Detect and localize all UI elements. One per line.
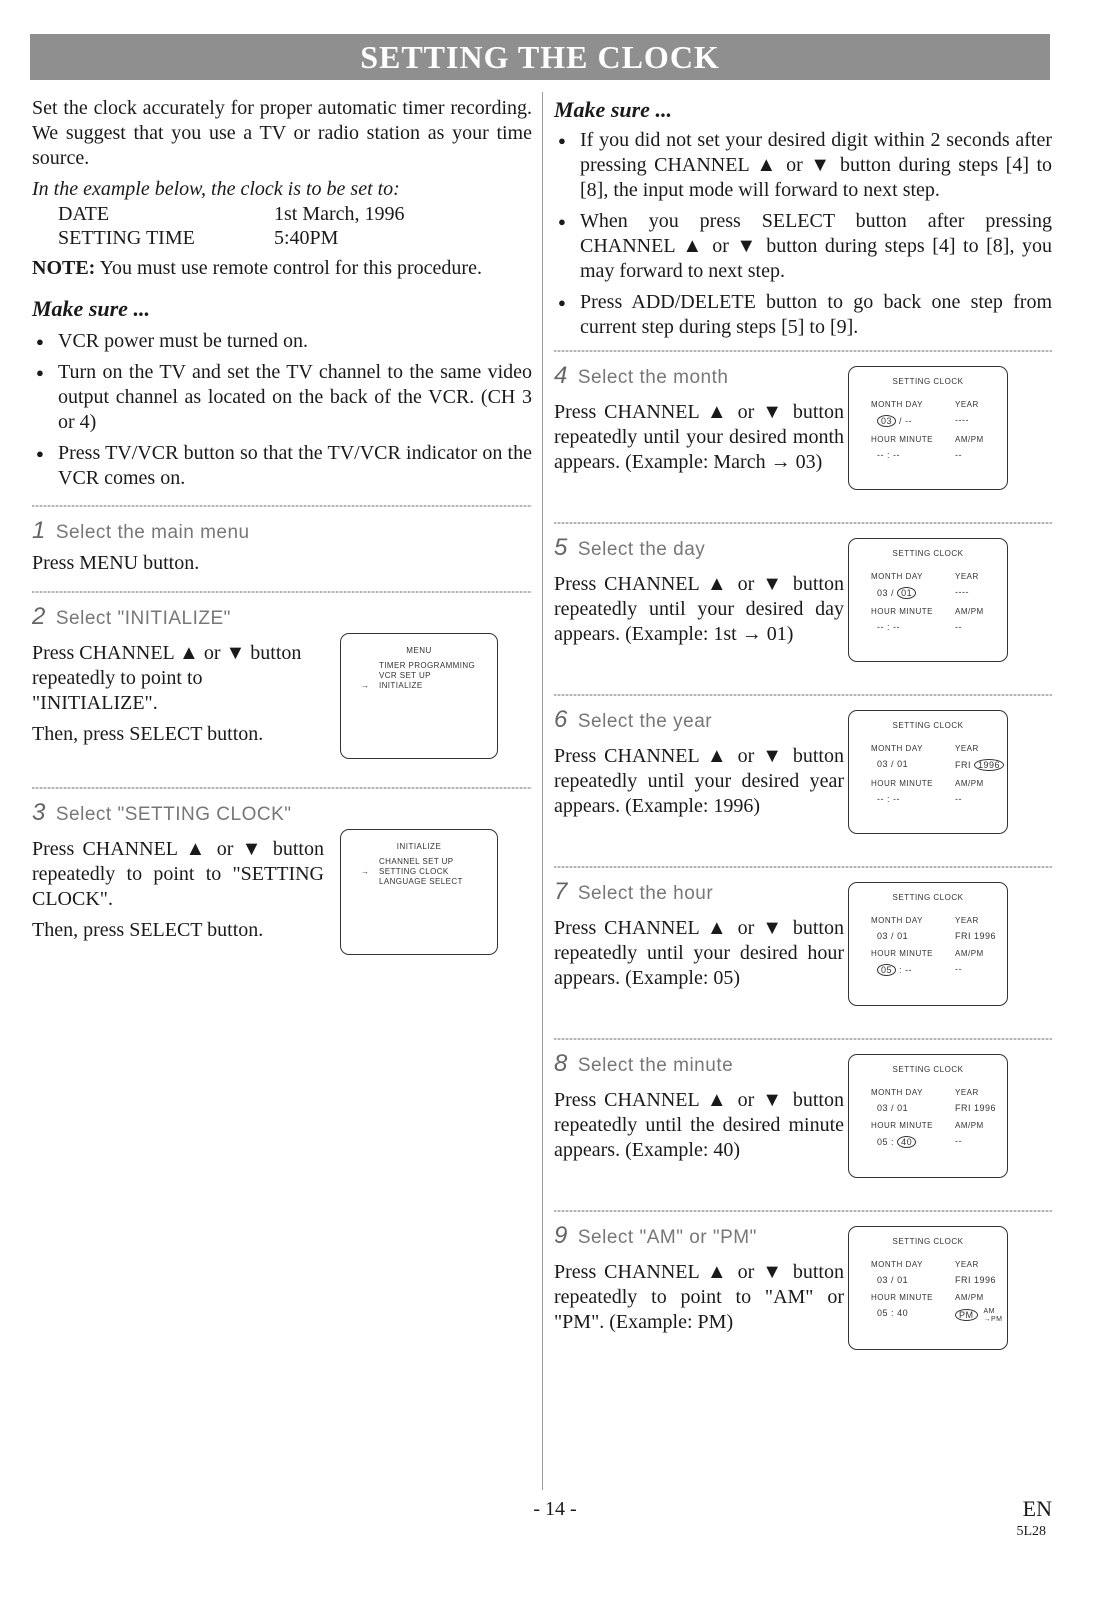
ampm-label: AM/PM	[955, 1121, 984, 1130]
year-label: YEAR	[955, 400, 979, 409]
screen-label-row	[871, 400, 1007, 409]
step-heading: Select the day	[577, 539, 706, 560]
step-6	[554, 706, 1052, 856]
cursor-arrow-icon: →	[361, 867, 370, 876]
menu-item: CHANNEL SET UP	[379, 857, 454, 866]
setting-clock-screen	[848, 710, 1008, 834]
intro-text: Set the clock accurately for proper automatic timer recording. We suggest that you use a TV or radio station as your time source.	[32, 97, 532, 169]
hour-value: 05	[877, 1137, 889, 1147]
weekday-value: FRI	[955, 931, 971, 941]
month-value: 03	[877, 415, 896, 427]
minute-value: 40	[897, 1136, 916, 1148]
month-day-label: MONTH DAY	[871, 916, 923, 925]
date-row	[32, 202, 532, 226]
step-2	[32, 603, 532, 763]
screen-time-row	[877, 964, 1007, 976]
note	[32, 256, 532, 281]
month-value: 03	[877, 759, 889, 769]
hour-value: --	[877, 450, 884, 460]
hour-value: 05	[877, 1308, 889, 1318]
minute-value: --	[905, 965, 913, 975]
date-value: 1st March, 1996	[274, 203, 405, 225]
setting-clock-screen	[848, 882, 1008, 1006]
month-day-label: MONTH DAY	[871, 744, 923, 753]
list-item: ● Press ADD/DELETE button to go back one step from current step during steps [5] to [9].	[554, 290, 1052, 340]
step-9	[554, 1222, 1052, 1372]
menu-list	[361, 857, 497, 887]
make-sure-heading: Make sure ...	[554, 97, 672, 122]
ampm-value: --	[955, 794, 962, 804]
ampm-label: AM/PM	[955, 1293, 984, 1302]
step-number: 4	[554, 362, 568, 389]
step-text: Press CHANNEL ▲ or ▼ button repeatedly until the desired minute appears. (Example: 40)	[554, 1089, 844, 1161]
screen-label-row	[871, 916, 1007, 925]
step-text: Press CHANNEL ▲ or ▼ button repeatedly until your desired month appears. (Example: March → 03)	[554, 401, 844, 473]
hour-minute-label: HOUR MINUTE	[871, 779, 933, 788]
setting-clock-screen	[848, 1226, 1008, 1350]
screen-date-row	[877, 931, 1007, 941]
step-text: Press CHANNEL ▲ or ▼ button repeatedly to point to "AM" or "PM". (Example: PM)	[554, 1261, 844, 1333]
screen-date-row	[877, 415, 1007, 427]
date-separator: /	[891, 759, 895, 769]
year-value: 1996	[974, 759, 1004, 771]
step-number: 3	[32, 799, 46, 826]
step-8	[554, 1050, 1052, 1200]
step-text: Press CHANNEL ▲ or ▼ button repeatedly until your desired hour appears. (Example: 05)	[554, 917, 844, 989]
menu-item: TIMER PROGRAMMING	[379, 661, 476, 670]
step-heading: Select the minute	[577, 1055, 734, 1076]
month-value: 03	[877, 1275, 889, 1285]
screen-label-row-2	[871, 607, 1007, 616]
month-day-label: MONTH DAY	[871, 1260, 923, 1269]
note-label: NOTE:	[32, 257, 96, 279]
time-separator: :	[887, 794, 891, 804]
screen-label-row	[871, 572, 1007, 581]
right-bullet-list	[554, 128, 1052, 340]
menu-item-selected	[361, 681, 497, 691]
time-separator: :	[891, 1308, 895, 1318]
step-number: 5	[554, 534, 568, 561]
step-3	[32, 799, 532, 959]
menu-list	[361, 661, 497, 691]
day-value: 01	[897, 1103, 909, 1113]
separator	[554, 350, 1052, 352]
weekday-value: FRI	[955, 1275, 971, 1285]
clock-steps	[554, 350, 1052, 1372]
date-separator: /	[899, 416, 903, 426]
initialize-screen	[340, 829, 498, 955]
screen-header: SETTING CLOCK	[892, 721, 964, 730]
month-value: 03	[877, 931, 889, 941]
hour-minute-label: HOUR MINUTE	[871, 949, 933, 958]
screen-header: SETTING CLOCK	[892, 893, 964, 902]
time-label: SETTING TIME	[58, 227, 195, 249]
month-value: 03	[877, 588, 889, 598]
screen-label-row-2	[871, 1121, 1007, 1130]
hour-minute-label: HOUR MINUTE	[871, 435, 933, 444]
menu-screen	[340, 633, 498, 759]
step-1	[32, 517, 532, 577]
menu-item: LANGUAGE SELECT	[379, 877, 463, 886]
list-item: ● Turn on the TV and set the TV channel to the same video output channel as located on the back of the VCR. (CH 3 or 4)	[32, 360, 532, 435]
date-label: DATE	[58, 203, 110, 225]
time-row	[32, 226, 532, 250]
step-title	[32, 799, 532, 827]
screen-date-row	[877, 587, 1007, 599]
year-label: YEAR	[955, 916, 979, 925]
step-text: Press CHANNEL ▲ or ▼ button repeatedly to point to "INITIALIZE".	[32, 642, 302, 714]
ampm-label: AM/PM	[955, 949, 984, 958]
menu-item-label: SETTING CLOCK	[379, 867, 449, 876]
separator	[32, 591, 532, 593]
separator	[32, 505, 532, 507]
day-value: 01	[897, 931, 909, 941]
screen-label-row-2	[871, 435, 1007, 444]
pm-option: →PM	[983, 1316, 1003, 1323]
date-separator: /	[891, 1103, 895, 1113]
screen-label-row-2	[871, 1293, 1007, 1302]
ampm-value: --	[955, 1136, 962, 1146]
screen-label-row-2	[871, 779, 1007, 788]
example-lead: In the example below, the clock is to be set to:	[32, 178, 400, 200]
screen-date-row	[877, 759, 1007, 771]
hour-minute-label: HOUR MINUTE	[871, 1293, 933, 1302]
screen-header: SETTING CLOCK	[892, 1237, 964, 1246]
setting-clock-screen	[848, 1054, 1008, 1178]
hour-minute-label: HOUR MINUTE	[871, 607, 933, 616]
separator	[554, 1038, 1052, 1040]
hour-minute-label: HOUR MINUTE	[871, 1121, 933, 1130]
month-day-label: MONTH DAY	[871, 572, 923, 581]
hour-value: 05	[877, 964, 896, 976]
step-4	[554, 362, 1052, 512]
year-value: 1996	[974, 1275, 997, 1285]
screen-time-row	[877, 1308, 1007, 1324]
date-separator: /	[891, 588, 895, 598]
year-label: YEAR	[955, 1088, 979, 1097]
step-text: Press CHANNEL ▲ or ▼ button repeatedly until your desired day appears. (Example: 1st → 01)	[554, 573, 844, 645]
ampm-label: AM/PM	[955, 779, 984, 788]
month-day-label: MONTH DAY	[871, 400, 923, 409]
make-sure-heading: Make sure ...	[32, 296, 150, 321]
step-7	[554, 878, 1052, 1028]
year-value: 1996	[974, 931, 997, 941]
day-value: --	[905, 416, 913, 426]
step-text-2: Then, press SELECT button.	[32, 723, 264, 745]
time-separator: :	[891, 1137, 895, 1147]
title-banner	[30, 34, 1050, 80]
ampm-value: PM	[955, 1309, 978, 1321]
time-separator: :	[899, 965, 903, 975]
step-number: 8	[554, 1050, 568, 1077]
left-bullet-list	[32, 329, 532, 491]
page-number: - 14 -	[533, 1498, 577, 1520]
separator	[32, 787, 532, 789]
left-column	[32, 96, 532, 959]
year-value: ----	[955, 415, 969, 425]
setting-clock-screen	[848, 538, 1008, 662]
screen-label-row	[871, 744, 1007, 753]
ampm-label: AM/PM	[955, 435, 984, 444]
ampm-value: --	[955, 964, 962, 974]
screen-header: SETTING CLOCK	[892, 377, 964, 386]
time-separator: :	[887, 450, 891, 460]
day-value: 01	[897, 587, 916, 599]
minute-value: --	[893, 450, 901, 460]
screen-label-row	[871, 1088, 1007, 1097]
date-separator: /	[891, 931, 895, 941]
year-label: YEAR	[955, 1260, 979, 1269]
ampm-value: --	[955, 450, 962, 460]
weekday-value: FRI	[955, 760, 971, 770]
step-text: Press CHANNEL ▲ or ▼ button repeatedly to point to "SETTING CLOCK".	[32, 838, 324, 910]
step-number: 7	[554, 878, 568, 905]
setting-clock-screen	[848, 366, 1008, 490]
separator	[554, 694, 1052, 696]
screen-date-row	[877, 1275, 1007, 1285]
note-text: You must use remote control for this procedure.	[99, 257, 482, 279]
ampm-value: --	[955, 622, 962, 632]
minute-value: --	[893, 622, 901, 632]
month-value: 03	[877, 1103, 889, 1113]
screen-time-row	[877, 794, 1007, 804]
column-divider	[542, 92, 543, 1490]
hour-value: --	[877, 622, 884, 632]
step-number: 2	[32, 603, 46, 630]
screen-label-row	[871, 1260, 1007, 1269]
list-item: ● When you press SELECT button after pressing CHANNEL ▲ or ▼ button during steps [4] to [8], you may forward to next step.	[554, 209, 1052, 284]
screen-header: MENU	[406, 646, 432, 655]
screen-header: SETTING CLOCK	[892, 1065, 964, 1074]
time-separator: :	[887, 622, 891, 632]
screen-header: SETTING CLOCK	[892, 549, 964, 558]
screen-header: INITIALIZE	[396, 842, 442, 851]
separator	[554, 1210, 1052, 1212]
menu-item-label: INITIALIZE	[379, 681, 423, 690]
step-heading: Select the main menu	[55, 522, 250, 543]
step-number: 1	[32, 517, 46, 544]
separator	[554, 522, 1052, 524]
step-heading: Select the hour	[577, 883, 714, 904]
menu-item-selected	[361, 867, 497, 877]
step-heading: Select the month	[577, 367, 729, 388]
right-column	[554, 96, 1052, 1372]
year-label: YEAR	[955, 744, 979, 753]
hour-value: --	[877, 794, 884, 804]
screen-label-row-2	[871, 949, 1007, 958]
step-5	[554, 534, 1052, 684]
minute-value: 40	[897, 1308, 909, 1318]
screen-time-row	[877, 622, 1007, 632]
language-code: EN	[1022, 1496, 1052, 1521]
year-value: 1996	[974, 1103, 997, 1113]
time-value: 5:40PM	[274, 227, 339, 249]
step-heading: Select "INITIALIZE"	[55, 608, 231, 629]
step-title	[32, 603, 532, 631]
day-value: 01	[897, 759, 909, 769]
year-value: ----	[955, 587, 969, 597]
weekday-value: FRI	[955, 1103, 971, 1113]
list-item: ● If you did not set your desired digit within 2 seconds after pressing CHANNEL ▲ or ▼ button during steps [4] to [8], the input mode will forward to next step.	[554, 128, 1052, 203]
date-separator: /	[891, 1275, 895, 1285]
step-number: 6	[554, 706, 568, 733]
screen-date-row	[877, 1103, 1007, 1113]
minute-value: --	[893, 794, 901, 804]
screen-time-row	[877, 450, 1007, 460]
am-option: AM	[983, 1308, 996, 1315]
list-item: ● Press TV/VCR button so that the TV/VCR indicator on the VCR comes on.	[32, 441, 532, 491]
step-text: Press MENU button.	[32, 552, 200, 574]
step-heading: Select "SETTING CLOCK"	[55, 804, 292, 825]
document-code: 5L28	[1016, 1524, 1046, 1539]
ampm-label: AM/PM	[955, 607, 984, 616]
step-number: 9	[554, 1222, 568, 1249]
separator	[554, 866, 1052, 868]
step-title	[32, 517, 532, 545]
month-day-label: MONTH DAY	[871, 1088, 923, 1097]
cursor-arrow-icon: →	[361, 681, 370, 690]
step-heading: Select the year	[577, 711, 713, 732]
step-heading: Select "AM" or "PM"	[577, 1227, 757, 1248]
step-text: Press CHANNEL ▲ or ▼ button repeatedly until your desired year appears. (Example: 1996)	[554, 745, 844, 817]
list-item: ● VCR power must be turned on.	[32, 329, 532, 354]
step-text-2: Then, press SELECT button.	[32, 919, 264, 941]
year-label: YEAR	[955, 572, 979, 581]
page-title: SETTING THE CLOCK	[360, 38, 720, 75]
menu-item: VCR SET UP	[379, 671, 431, 680]
screen-time-row	[877, 1136, 1007, 1148]
day-value: 01	[897, 1275, 909, 1285]
